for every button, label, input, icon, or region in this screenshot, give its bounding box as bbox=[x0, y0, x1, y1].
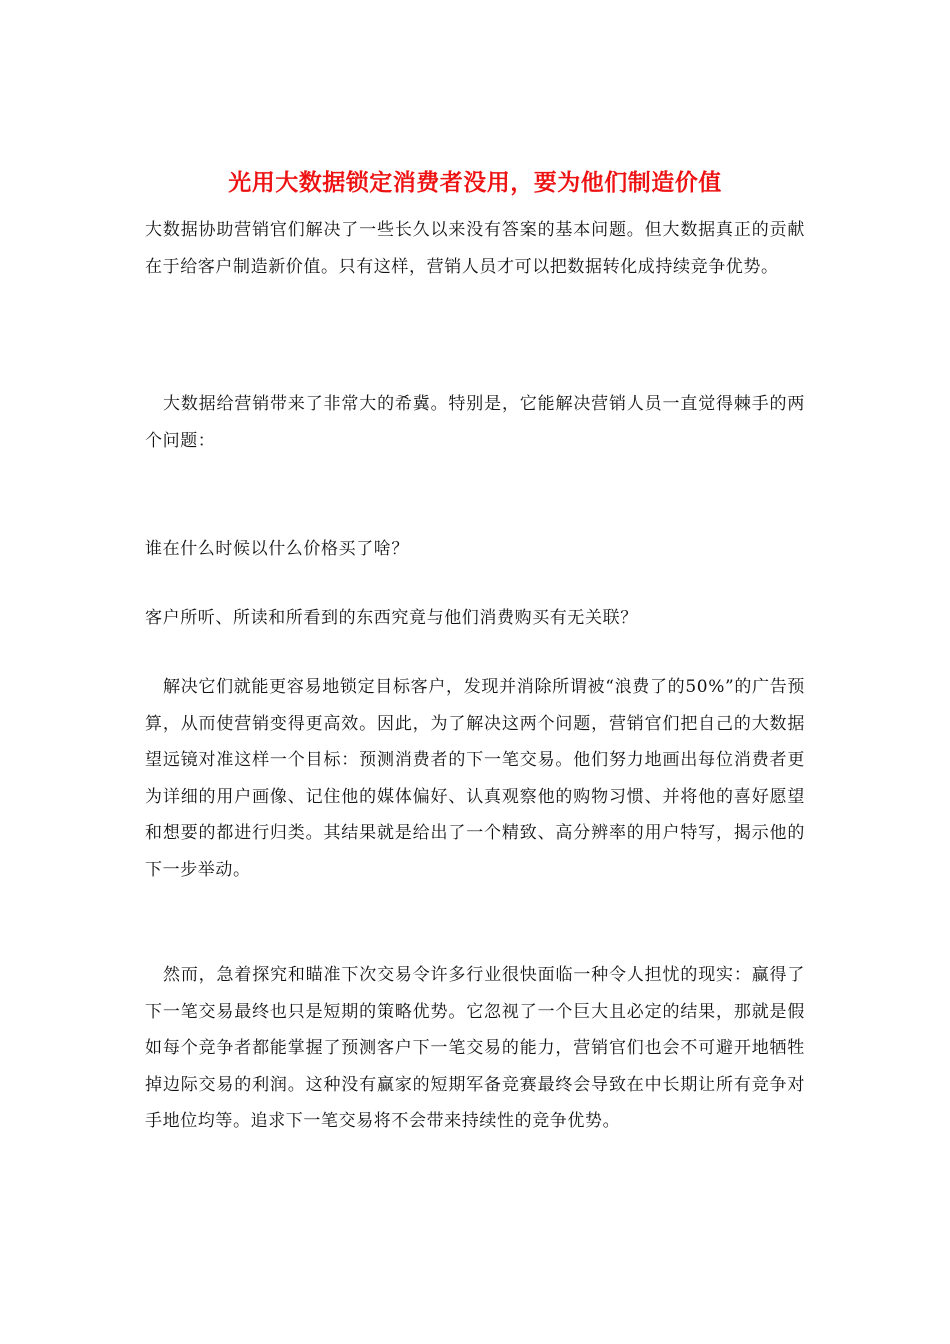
paragraph-however: 然而，急着探究和瞄准下次交易令许多行业很快面临一种令人担忧的现实：赢得了下一笔交易最终也只是短期的策略优势。它忽视了一个巨大且必定的结果，那就是假如每个竞争者都能掌握了预测客户下一笔交易的能力，营销官们也会不可避开地牺牲掉边际交易的利润。这种没有赢家的短期军备竞赛最终会导致在中长期让所有竞争对手地位均等。追求下一笔交易将不会带来持续性的竞争优势。 bbox=[145, 965, 805, 1131]
question-one: 谁在什么时候以什么价格买了啥？ bbox=[145, 539, 409, 559]
question-two: 客户所听、所读和所看到的东西究竟与他们消费购买有无关联？ bbox=[145, 608, 638, 628]
document-title: 光用大数据锁定消费者没用，要为他们制造价值 bbox=[228, 169, 722, 197]
paragraph-intro: 大数据协助营销官们解决了一些长久以来没有答案的基本问题。但大数据真正的贡献在于给客户制造新价值。只有这样，营销人员才可以把数据转化成持续竞争优势。 bbox=[145, 220, 805, 277]
paragraph-hopes: 大数据给营销带来了非常大的希冀。特别是，它能解决营销人员一直觉得棘手的两个问题： bbox=[145, 394, 805, 451]
paragraph-solution: 解决它们就能更容易地锁定目标客户，发现并消除所谓被“浪费了的50%”的广告预算，从而使营销变得更高效。因此，为了解决这两个问题，营销官们把自己的大数据望远镜对准这样一个目标：预测消费者的下一笔交易。他们努力地画出每位消费者更为详细的用户画像、记住他的媒体偏好、认真观察他的购物习惯、并将他的喜好愿望和想要的都进行归类。其结果就是给出了一个精致、高分辨率的用户特写，揭示他的下一步举动。 bbox=[145, 677, 805, 880]
